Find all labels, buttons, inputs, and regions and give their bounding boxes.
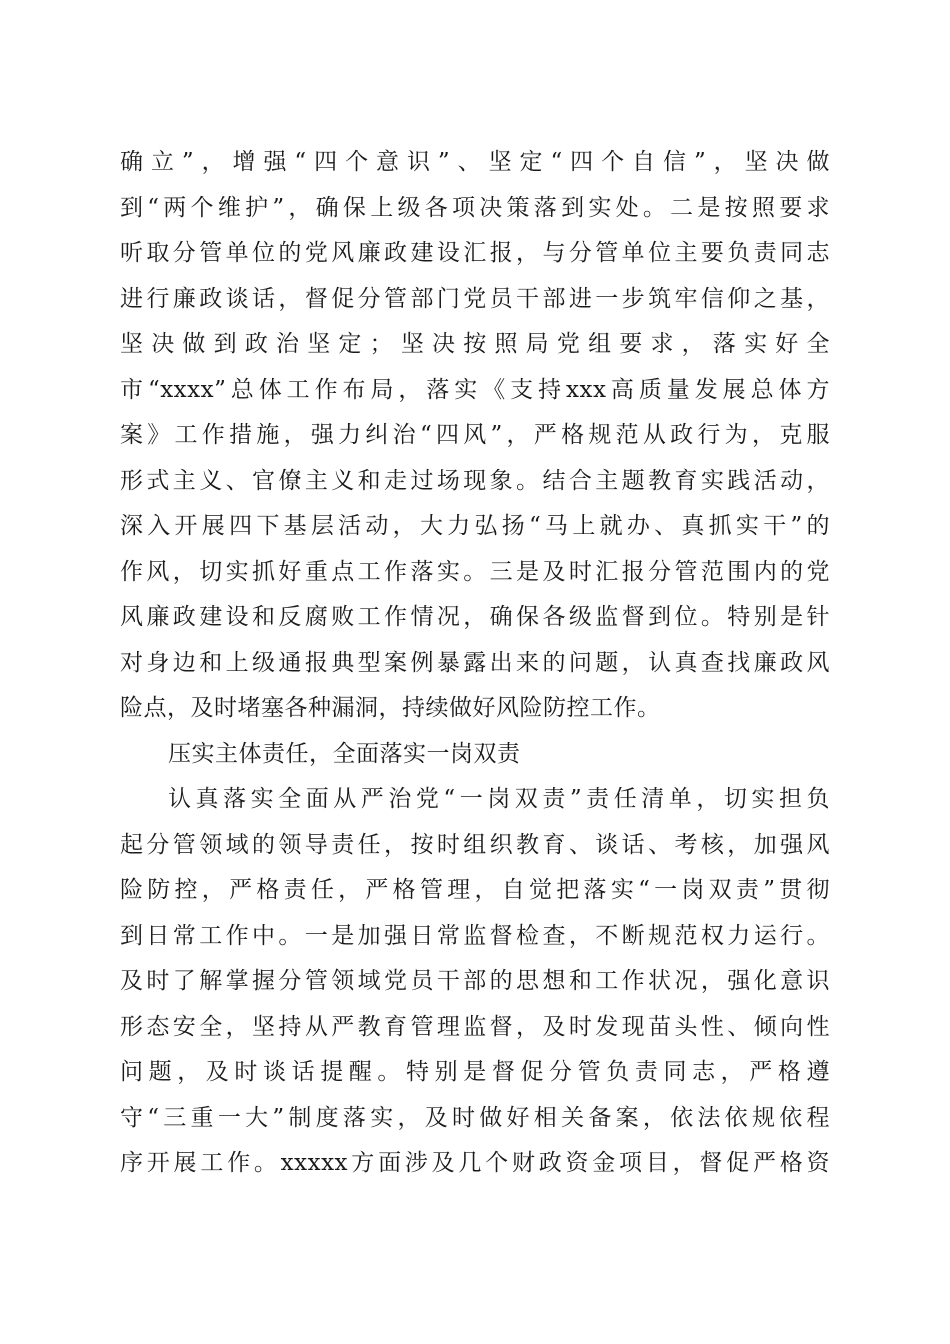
- paragraph-line: 认真落实全面从严治党“一岗双责”责任清单，切实担负: [168, 786, 830, 812]
- paragraph-line: 险防控，严格责任，严格管理，自觉把落实“一岗双责”贯彻: [120, 877, 830, 903]
- paragraph-line: 到日常工作中。一是加强日常监督检查，不断规范权力运行。: [120, 922, 830, 949]
- paragraph-line: 市“xxxx”总体工作布局，落实《支持xxx高质量发展总体方: [120, 376, 830, 403]
- paragraph-1: [120, 140, 830, 732]
- paragraph-line: 守“三重一大”制度落实，及时做好相关备案，依法依规依程: [120, 1104, 830, 1131]
- paragraph-line: 确立”，增强“四个意识”、坚定“四个自信”，坚决做: [120, 149, 830, 175]
- paragraph-line: 风廉政建设和反腐败工作情况，确保各级监督到位。特别是针: [120, 604, 830, 630]
- section-heading: 压实主体责任，全面落实一岗双责: [168, 740, 521, 767]
- paragraph-line: 进行廉政谈话，督促分管部门党员干部进一步筑牢信仰之基，: [120, 285, 830, 312]
- paragraph-line: 险点，及时堵塞各种漏洞，持续做好风险防控工作。: [120, 695, 661, 721]
- paragraph-line: 对身边和上级通报典型案例暴露出来的问题，认真查找廉政风: [120, 649, 830, 676]
- paragraph-line: 形式主义、官僚主义和走过场现象。结合主题教育实践活动，: [120, 467, 830, 494]
- paragraph-2: [120, 777, 830, 1187]
- paragraph-line: 深入开展四下基层活动，大力弘扬“马上就办、真抓实干”的: [120, 513, 830, 539]
- paragraph-line: 及时了解掌握分管领域党员干部的思想和工作状况，强化意识: [120, 968, 830, 994]
- paragraph-line: 听取分管单位的党风廉政建设汇报，与分管单位主要负责同志: [120, 240, 830, 266]
- paragraph-line: 到“两个维护”，确保上级各项决策落到实处。二是按照要求: [120, 194, 830, 221]
- paragraph-line: 序开展工作。xxxxx方面涉及几个财政资金项目，督促严格资: [120, 1150, 830, 1176]
- paragraph-line: 作风，切实抓好重点工作落实。三是及时汇报分管范围内的党: [120, 558, 830, 585]
- paragraph-line: 案》工作措施，强力纠治“四风”，严格规范从政行为，克服: [120, 422, 830, 448]
- paragraph-line: 起分管领域的领导责任，按时组织教育、谈话、考核，加强风: [120, 831, 830, 858]
- paragraph-line: 问题，及时谈话提醒。特别是督促分管负责同志，严格遵: [120, 1059, 830, 1085]
- document-body: [120, 140, 830, 1187]
- paragraph-line: 形态安全，坚持从严教育管理监督，及时发现苗头性、倾向性: [120, 1013, 830, 1040]
- paragraph-line: 坚决做到政治坚定；坚决按照局党组要求，落实好全: [120, 331, 830, 357]
